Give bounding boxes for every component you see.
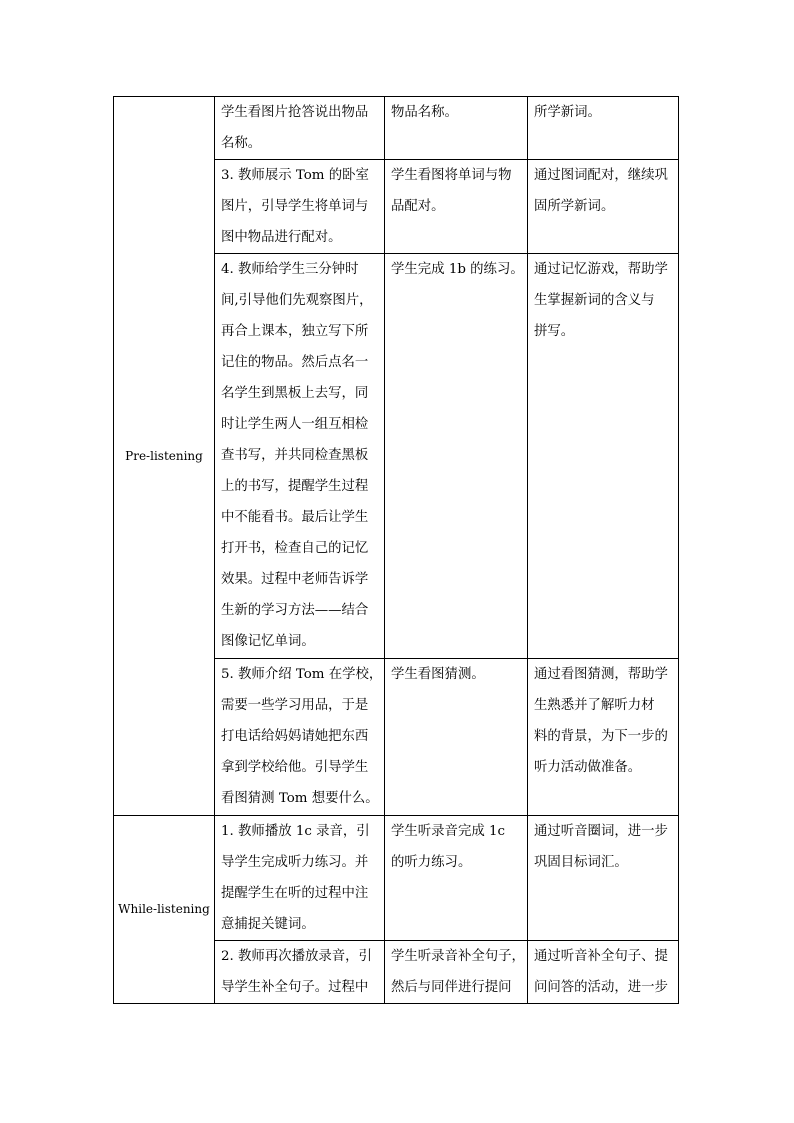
- text-line: 查书写，并共同检查黑板: [221, 448, 369, 463]
- student-activity-cell: [385, 97, 528, 160]
- teacher-activity-cell: [215, 941, 385, 1004]
- stage-cell: [114, 816, 215, 1004]
- text-line: 中不能看书。最后让学生: [221, 510, 369, 525]
- text-line: 听力活动做准备。: [534, 760, 642, 775]
- text-line: 拼写。: [534, 324, 575, 339]
- text-line: 看图猜测 Tom 想要什么。: [221, 791, 379, 806]
- purpose-cell: [528, 254, 679, 659]
- student-activity-cell: [385, 160, 528, 254]
- text-line: 意捕捉关键词。: [221, 917, 315, 932]
- teacher-activity-cell: [215, 160, 385, 254]
- teacher-activity-cell: [215, 254, 385, 659]
- purpose-cell: [528, 941, 679, 1004]
- text-line: 效果。过程中老师告诉学: [221, 572, 369, 587]
- text-line: 通过听音补全句子、提: [534, 949, 668, 964]
- text-line: 巩固目标词汇。: [534, 855, 628, 870]
- student-activity-cell: [385, 254, 528, 659]
- lesson-plan-table: [113, 96, 679, 1004]
- text-line: 所学新词。: [534, 105, 601, 120]
- student-activity-cell: [385, 941, 528, 1004]
- student-activity-cell: [385, 659, 528, 816]
- text-line: 学生看图片抢答说出物品: [221, 105, 369, 120]
- text-line: 导学生补全句子。过程中: [221, 980, 369, 995]
- text-line: 生新的学习方法——结合: [221, 603, 369, 618]
- purpose-cell: [528, 659, 679, 816]
- table-row: [114, 97, 679, 160]
- text-line: 图像记忆单词。: [221, 634, 315, 649]
- text-line: 4. 教师给学生三分钟时: [221, 262, 359, 277]
- purpose-cell: [528, 160, 679, 254]
- text-line: 图片，引导学生将单词与: [221, 199, 369, 214]
- text-line: 提醒学生在听的过程中注: [221, 886, 369, 901]
- text-line: 1. 教师播放 1c 录音，引: [221, 824, 370, 839]
- stage-label: While-listening: [118, 902, 210, 916]
- text-line: 5. 教师介绍 Tom 在学校，: [221, 667, 383, 682]
- text-line: 学生看图猜测。: [391, 667, 485, 682]
- text-line: 通过图词配对，继续巩: [534, 168, 668, 183]
- text-line: 导学生完成听力练习。并: [221, 855, 369, 870]
- text-line: 料的背景，为下一步的: [534, 729, 668, 744]
- text-line: 拿到学校给他。引导学生: [221, 760, 369, 775]
- text-line: 固所学新词。: [534, 199, 615, 214]
- text-line: 再合上课本，独立写下所: [221, 324, 369, 339]
- text-line: 上的书写，提醒学生过程: [221, 479, 369, 494]
- text-line: 通过看图猜测，帮助学: [534, 667, 668, 682]
- text-line: 通过记忆游戏，帮助学: [534, 262, 668, 277]
- stage-label: Pre-listening: [125, 448, 203, 463]
- text-line: 时让学生两人一组互相检: [221, 417, 369, 432]
- text-line: 2. 教师再次播放录音，引: [221, 949, 372, 964]
- text-line: 3. 教师展示 Tom 的卧室: [221, 168, 369, 183]
- text-line: 学生听录音补全句子，: [391, 949, 525, 964]
- text-line: 打电话给妈妈请她把东西: [221, 729, 369, 744]
- student-activity-cell: [385, 816, 528, 941]
- text-line: 名学生到黑板上去写，同: [221, 386, 369, 401]
- text-line: 生熟悉并了解听力材: [534, 698, 655, 713]
- text-line: 学生看图将单词与物: [391, 168, 512, 183]
- text-line: 通过听音圈词，进一步: [534, 824, 668, 839]
- text-line: 打开书，检查自己的记忆: [221, 541, 369, 556]
- text-line: 记住的物品。然后点名一: [221, 355, 369, 370]
- text-line: 需要一些学习用品，于是: [221, 698, 369, 713]
- text-line: 品配对。: [391, 199, 445, 214]
- text-line: 名称。: [221, 136, 262, 151]
- teacher-activity-cell: [215, 97, 385, 160]
- text-line: 问问答的活动，进一步: [534, 980, 668, 995]
- text-line: 的听力练习。: [391, 855, 472, 870]
- text-line: 生掌握新词的含义与: [534, 293, 655, 308]
- teacher-activity-cell: [215, 659, 385, 816]
- table-row: [114, 816, 679, 941]
- text-line: 图中物品进行配对。: [221, 230, 342, 245]
- text-line: 物品名称。: [391, 105, 458, 120]
- text-line: 学生完成 1b 的练习。: [391, 262, 524, 277]
- stage-cell: [114, 97, 215, 816]
- table-body: [114, 97, 679, 1004]
- text-line: 学生听录音完成 1c: [391, 824, 506, 839]
- purpose-cell: [528, 816, 679, 941]
- teacher-activity-cell: [215, 816, 385, 941]
- purpose-cell: [528, 97, 679, 160]
- text-line: 间,引导他们先观察图片，: [221, 293, 373, 308]
- text-line: 然后与同伴进行提问: [391, 980, 512, 995]
